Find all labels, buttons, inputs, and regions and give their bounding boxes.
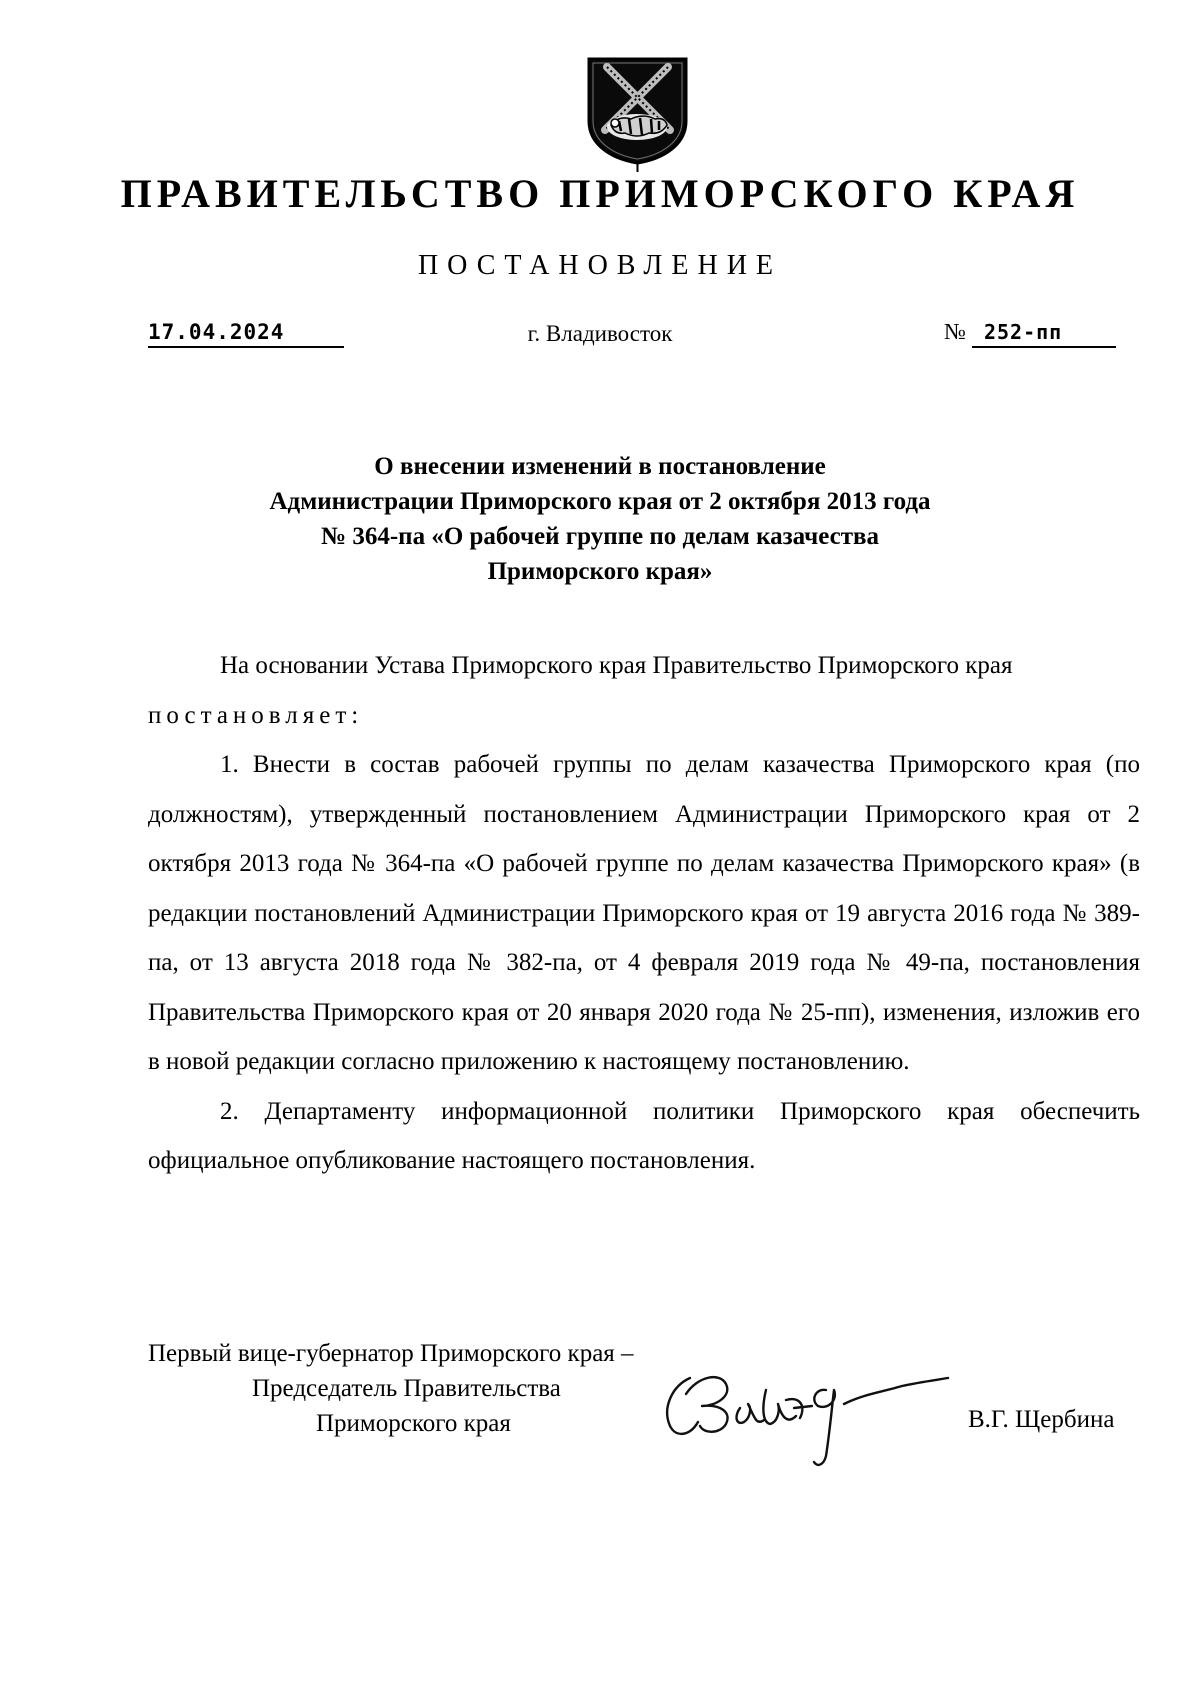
document-body — [148, 641, 1140, 1186]
government-title: ПРАВИТЕЛЬСТВО ПРИМОРСКОГО КРАЯ — [120, 171, 1080, 216]
item-1-paragraph: 1. Внести в состав рабочей группы по делам казачества Приморского края (по должностям), утвержденный постановлением Администрации Приморского края от 2 октября 2013 года № 364-па «О рабочей группе по делам казачества Приморского края» (в редакции постановлений Администрации Приморского края от 19 августа 2016 года № 389-па, от 13 августа 2018 года № 382-па, от 4 февраля 2019 года № 49-па, постановления Правительства Приморского края от 20 января 2020 года № 25-пп), изменения, изложив его в новой редакции согласно приложению к настоящему постановлению. — [148, 751, 1140, 1075]
signatory-position — [148, 1336, 634, 1441]
coat-of-arms-icon — [585, 55, 690, 173]
item-2-paragraph: 2. Департаменту информационной политики Приморского края обеспечить официальное опубликование настоящего постановления. — [148, 1097, 1140, 1174]
signatory-line-1: Первый вице-губернатор Приморского края – — [148, 1340, 634, 1367]
handwritten-signature — [650, 1360, 980, 1480]
document-subject — [0, 449, 1200, 589]
signatory-line-2: Председатель Правительства — [252, 1375, 561, 1402]
number-sign: № — [944, 319, 966, 344]
signatory-line-3: Приморского края — [316, 1410, 511, 1437]
subject-line: № 364-па «О рабочей группе по делам казачества — [320, 523, 880, 550]
document-number-field — [944, 319, 1116, 348]
subject-line: О внесении изменений в постановление — [374, 453, 826, 480]
document-date: 17.04.2024 — [148, 320, 344, 348]
subject-line: Администрации Приморского края от 2 октября 2013 года — [269, 488, 931, 515]
document-city: г. Владивосток — [527, 321, 673, 346]
resolves-word: постановляет: — [148, 701, 364, 729]
document-type: ПОСТАНОВЛЕНИЕ — [417, 250, 783, 281]
document-number: 252-пп — [972, 320, 1116, 348]
preamble-paragraph: На основании Устава Приморского края Правительство Приморского края — [220, 652, 1013, 679]
subject-line: Приморского края» — [487, 558, 713, 585]
signatory-name: В.Г. Щербина — [968, 1406, 1115, 1433]
